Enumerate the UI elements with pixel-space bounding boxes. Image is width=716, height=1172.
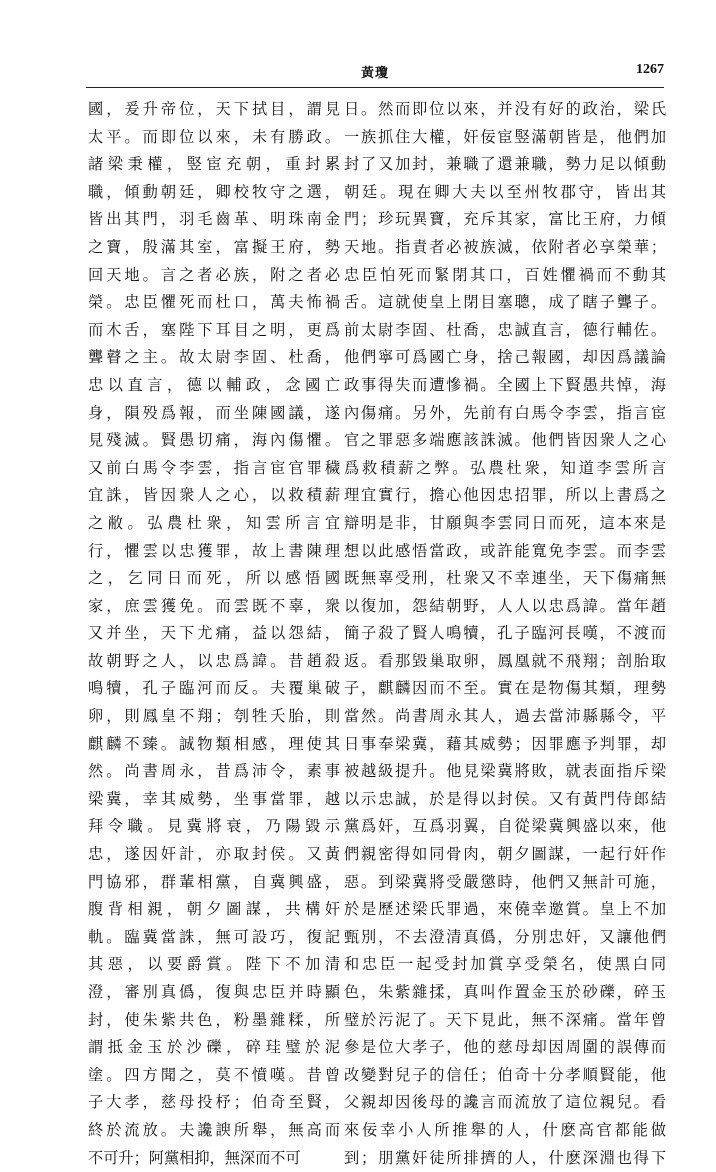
- translation-line: 既無辜受刑，杜衆又不幸連坐，天下傷痛無: [344, 569, 666, 588]
- original-text-line: 腹背相親，朝夕圖謀，共構奸: [88, 900, 340, 919]
- original-text-line: 軌。臨冀當誅，無可設巧，復記: [88, 927, 340, 946]
- original-text-line: 家，庶雲獲免。而雲既不辜，衆: [88, 596, 340, 615]
- translation-line: 子，麒麟因而不至。實在是物傷其類，理勢: [344, 679, 666, 698]
- original-text-line: 終於流放。夫讒諛所舉，無高而: [88, 1120, 340, 1139]
- original-text-line: 身，隕殁爲報，而坐陳國議，遂: [88, 403, 340, 422]
- translation-line: 舌。這就使皇上閉目塞聰，成了瞎子聾子。: [344, 293, 666, 312]
- header-rule: [86, 87, 664, 88]
- translation-line: 想以此感悟當政，或許能寬免李雲。而李雲: [344, 541, 666, 560]
- translation-line: 以復加，怨結朝野，人人以忠爲諱。當年趙: [344, 596, 666, 615]
- original-text-line: 皆出其門，羽毛齒革、明珠南金: [88, 210, 340, 229]
- translation-line: 們親密得如同骨肉，朝夕圖謀，一起行奸作: [344, 845, 666, 864]
- original-text-line: 塗。四方聞之，莫不憤嘆。昔曾: [88, 1065, 340, 1084]
- original-text-line: 行，懼雲以忠獲罪，故上書陳理: [88, 541, 340, 560]
- original-text-line: 澄，審別真僞，復與忠臣并時顯: [88, 983, 340, 1001]
- original-text-line: 不可升；阿黨相抑，無深而不可: [88, 1148, 301, 1167]
- translation-line: 忠臣怕死而緊閉其口，百姓懼禍而不動其: [344, 265, 666, 284]
- translation-line: 璧於污泥了。天下見此，無不深痛。當年曾: [344, 1010, 666, 1029]
- original-text-line: 宜誅，皆因衆人之心，以救積薪: [88, 486, 340, 505]
- translation-line: 於是歷述梁氏罪過，來僥幸邀賞。皇上不加: [344, 900, 666, 919]
- original-text-line: 又前白馬令李雲，指言宦官罪穢: [88, 458, 340, 477]
- translation-line: 參是位大孝子，他的慈母却因周圍的誤傳而: [344, 1038, 666, 1057]
- original-text-column: [88, 96, 340, 1172]
- translation-line: 前太尉李固、杜喬，忠誠直言，德行輔佐。: [344, 320, 666, 339]
- translation-line: 父親却因後母的讒言而流放了這位親兒。看: [344, 1093, 666, 1112]
- translation-line: 惡。到梁冀將受嚴懲時，他們又無計可施，: [344, 872, 666, 891]
- translation-line: 辯明是非，甘願與李雲同日而死，這本來是: [344, 513, 666, 532]
- original-text-line: 鳴犢，孔子臨河而反。夫覆巢破: [88, 679, 340, 698]
- original-text-line: 忠，遂因奸計，亦取封侯。又黃: [88, 845, 340, 864]
- translation-line: 門；珍玩異寶，充斥其家，富比王府，力傾: [344, 210, 666, 229]
- translation-line: 一族抓住大權，奸佞宦竪滿朝皆是，他們加: [344, 127, 666, 146]
- translation-line: 到；朋黨奸徒所排擠的人，什麽深淵也得下: [344, 1148, 666, 1167]
- original-text-line: 之，乞同日而死，所以感悟國: [88, 569, 340, 588]
- translation-line: 被越級提升。他見梁冀將敗，就表面指斥梁: [344, 762, 666, 781]
- original-text-line: 職，傾動朝廷，卿校牧守之選，: [88, 182, 340, 201]
- translation-line: 政事得失而遭慘禍。全國上下賢愚共悼，海: [344, 375, 666, 394]
- original-text-line: 聾瞽之主。故太尉李固、杜喬，: [88, 348, 340, 367]
- translation-line: 簡子殺了賢人鳴犢，孔子臨河長嘆，不渡而: [344, 624, 666, 643]
- translation-line: 甄別，不去澄清真僞，分別忠奸，又讓他們: [344, 927, 666, 946]
- original-text-line: 諸梁秉權，竪宦充朝，重封累: [88, 155, 340, 174]
- original-text-line: 封，使朱紫共色，粉墨雜糅，所: [88, 1010, 340, 1029]
- running-title: 黃瓊: [360, 66, 389, 81]
- translation-line: 和忠臣一起受封加賞享受榮名，使黑白同: [344, 955, 666, 974]
- original-text-line: 門協邪，群輩相黨，自冀興盛，: [88, 872, 340, 891]
- translation-line: 來佞幸小人所推舉的人，什麽高官都能做: [344, 1120, 666, 1139]
- original-text-line: 之敝。弘農杜衆，知雲所言宜: [88, 513, 340, 532]
- translation-line: 以示忠誠，於是得以封侯。又有黃門侍郎結: [344, 789, 666, 808]
- translation-line: 朝廷。現在卿大夫以至州牧郡守，皆出其: [344, 182, 666, 201]
- translation-line: 天地。指責者必被族滅，依附者必享榮華；: [344, 237, 666, 256]
- original-text-line: 見殘滅。賢愚切痛，海內傷懼。: [88, 431, 340, 450]
- original-text-line: 之寶，殷滿其室，富擬王府，勢: [88, 237, 340, 256]
- original-text-line: 太平。而即位以來，未有勝政。: [88, 127, 340, 146]
- translation-line: 日。然而即位以來，并没有好的政治，梁氏: [344, 100, 666, 118]
- original-text-line: 又并坐，天下尤痛，益以怨結，: [88, 624, 340, 643]
- translation-line: 改變對兒子的信任；伯奇十分孝順賢能，他: [344, 1065, 666, 1084]
- page-number: 1267: [636, 62, 664, 77]
- translation-line: 內傷痛。另外，先前有白馬令李雲，指言宦: [344, 403, 666, 422]
- translation-column: [344, 96, 666, 1172]
- original-text-line: 而木舌，塞陛下耳目之明，更爲: [88, 320, 340, 339]
- original-text-line: 故朝野之人，以忠爲諱。昔趙殺: [88, 651, 340, 670]
- translation-line: 他們寧可爲國亡身，捨己報國，却因爲議論: [344, 348, 666, 367]
- translation-line: 爲救積薪之弊。弘農杜衆，知道李雲所言: [344, 458, 666, 477]
- original-text-line: 卵，則鳳皇不翔；刳牲夭胎，則: [88, 707, 340, 726]
- translation-line: 色，朱紫雜揉，真叫作置金玉於砂礫，碎玉: [344, 983, 666, 1001]
- original-text-line: 國，爰升帝位，天下拭目，謂見: [88, 100, 340, 118]
- original-text-line: 忠以直言，德以輔政，念國亡: [88, 375, 340, 394]
- original-text-line: 榮。忠臣懼死而杜口，萬夫怖禍: [88, 293, 340, 312]
- page-header: [86, 62, 664, 86]
- translation-line: 理宜實行，擔心他因忠招罪，所以上書爲之: [344, 486, 666, 505]
- original-text-line: 梁冀，幸其威勢，坐事當罪，越: [88, 789, 340, 808]
- translation-line: 日事奉梁冀，藉其威勢；因罪應予判罪，却: [344, 734, 666, 753]
- translation-line: 返。看那毀巢取卵，鳳凰就不飛翔；剖胎取: [344, 651, 666, 670]
- original-text-line: 子大孝，慈母投杼；伯奇至賢，: [88, 1093, 340, 1112]
- original-text-line: 其惡，以要爵賞。陛下不加清: [88, 955, 340, 974]
- translation-line: 當然。尚書周永其人，過去當沛縣縣令，平: [344, 707, 666, 726]
- original-text-line: 麒麟不臻。誠物類相感，理使其: [88, 734, 340, 753]
- original-text-line: 謂抵金玉於沙礫，碎珪璧於泥: [88, 1038, 340, 1057]
- original-text-line: 拜令職。見冀將衰，乃陽毀示: [88, 817, 340, 836]
- original-text-line: 然。尚書周永，昔爲沛令，素事: [88, 762, 340, 781]
- translation-line: 官之罪惡多端應該誅滅。他們皆因衆人之心: [344, 431, 666, 450]
- translation-line: 封了又加封，兼職了還兼職，勢力足以傾動: [344, 155, 666, 174]
- translation-line: 黨爲奸，互爲羽翼，自從梁冀興盛以來，他: [344, 817, 666, 836]
- original-text-line: 回天地。言之者必族，附之者必: [88, 265, 340, 284]
